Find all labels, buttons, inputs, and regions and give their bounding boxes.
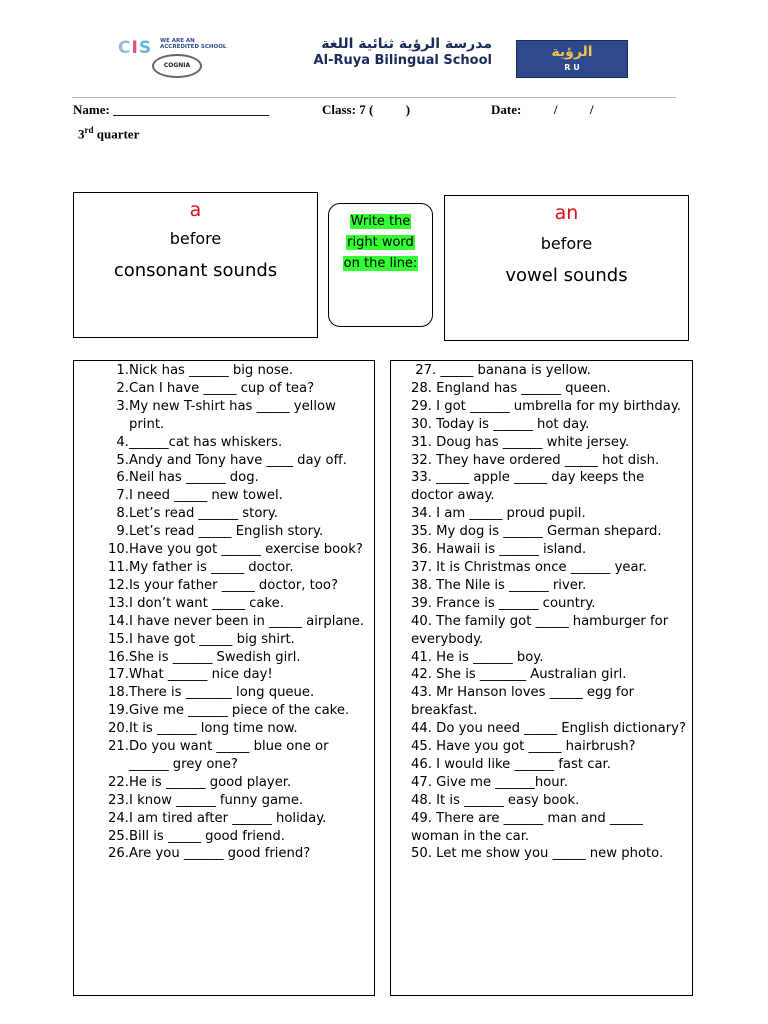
- question-37[interactable]: 37. It is Christmas once ______ year.: [411, 559, 647, 575]
- question-32[interactable]: 32. They have ordered _____ hot dish.: [411, 452, 660, 468]
- rule-box-an: [444, 195, 689, 341]
- question-19[interactable]: 19. Give me ______ piece of the cake.: [108, 703, 350, 719]
- question-29[interactable]: 29. I got ______ umbrella for my birthday.: [411, 398, 681, 414]
- question-9[interactable]: 9. Let’s read _____ English story.: [116, 524, 324, 540]
- date-field[interactable]: Date: / /: [491, 102, 594, 117]
- question-42[interactable]: 42. She is _______ Australian girl.: [411, 667, 627, 683]
- cis-logo: CIS: [118, 38, 153, 58]
- consonant-sounds-label: consonant sounds: [113, 260, 278, 281]
- question-6[interactable]: 6. Neil has ______ dog.: [116, 470, 259, 486]
- question-3[interactable]: 3. My new T-shirt has _____ yellow print.: [116, 398, 336, 432]
- letter-an: an: [554, 202, 579, 224]
- quarter-label: 3rd quarter: [78, 125, 140, 142]
- question-34[interactable]: 34. I am _____ proud pupil.: [411, 506, 586, 522]
- question-38[interactable]: 38. The Nile is ______ river.: [411, 577, 587, 593]
- question-12[interactable]: 12. Is your father _____ doctor, too?: [108, 577, 338, 593]
- class-field[interactable]: Class: 7 ( ): [322, 102, 411, 117]
- question-14[interactable]: 14. I have never been in _____ airplane.: [108, 613, 365, 629]
- question-49[interactable]: 49. There are ______ man and _____ woman in the car.: [411, 810, 643, 844]
- question-18[interactable]: 18. There is _______ long queue.: [108, 685, 315, 701]
- instruction-text: Write the right word on the line:: [343, 214, 418, 271]
- question-50[interactable]: 50. Let me show you _____ new photo.: [411, 846, 664, 862]
- question-25[interactable]: 25. Bill is _____ good friend.: [108, 828, 285, 844]
- school-name-english: Al-Ruya Bilingual School: [313, 53, 492, 68]
- name-field[interactable]: Name: ________________________: [73, 102, 270, 117]
- question-2[interactable]: 2. Can I have _____ cup of tea?: [116, 380, 315, 396]
- vowel-sounds-label: vowel sounds: [505, 265, 628, 286]
- question-15[interactable]: 15. I have got _____ big shirt.: [108, 631, 295, 647]
- questions-right-list: [411, 362, 689, 863]
- question-27[interactable]: 27. _____ banana is yellow.: [411, 363, 591, 378]
- question-40[interactable]: 40. The family got _____ hamburger for everybody.: [411, 613, 669, 647]
- rule-box-a: [73, 192, 318, 338]
- question-10[interactable]: 10. Have you got ______ exercise book?: [108, 542, 363, 558]
- question-48[interactable]: 48. It is ______ easy book.: [411, 792, 580, 808]
- before-label: before: [169, 229, 222, 248]
- question-13[interactable]: 13. I don’t want _____ cake.: [108, 595, 284, 611]
- question-16[interactable]: 16. She is ______ Swedish girl.: [108, 649, 301, 665]
- question-21[interactable]: 21. Do you want _____ blue one or ______ grey one?: [108, 739, 329, 772]
- question-47[interactable]: 47. Give me ______hour.: [411, 774, 569, 790]
- header-divider: [72, 97, 676, 98]
- question-44[interactable]: 44. Do you need _____ English dictionary?: [411, 721, 686, 737]
- question-24[interactable]: 24. I am tired after ______ holiday.: [108, 810, 327, 826]
- before-label: before: [540, 234, 593, 253]
- letter-a: a: [189, 199, 202, 221]
- question-1[interactable]: 1. Nick has ______ big nose.: [116, 363, 294, 378]
- question-26[interactable]: 26. Are you ______ good friend?: [108, 846, 311, 862]
- instruction-box: [328, 203, 433, 327]
- question-31[interactable]: 31. Doug has ______ white jersey.: [411, 434, 630, 450]
- question-23[interactable]: 23. I know ______ funny game.: [108, 792, 304, 808]
- question-20[interactable]: 20. It is ______ long time now.: [108, 721, 298, 737]
- question-41[interactable]: 41. He is ______ boy.: [411, 649, 544, 665]
- question-5[interactable]: 5. Andy and Tony have ____ day off.: [116, 452, 347, 468]
- question-36[interactable]: 36. Hawaii is ______ island.: [411, 542, 587, 558]
- cognia-seal: COGNIA: [152, 54, 202, 78]
- question-33[interactable]: 33. _____ apple _____ day keeps the doctor away.: [411, 470, 645, 504]
- question-11[interactable]: 11. My father is _____ doctor.: [108, 559, 294, 575]
- questions-left-list: [99, 362, 369, 863]
- school-name-arabic: مدرسة الرؤية ثنائية اللغة: [321, 36, 492, 52]
- question-7[interactable]: 7. I need _____ new towel.: [116, 488, 283, 504]
- question-8[interactable]: 8. Let’s read ______ story.: [116, 506, 278, 522]
- question-43[interactable]: 43. Mr Hanson loves _____ egg for breakfast.: [411, 685, 635, 719]
- question-45[interactable]: 45. Have you got _____ hairbrush?: [411, 739, 636, 755]
- question-35[interactable]: 35. My dog is ______ German shepard.: [411, 524, 662, 540]
- question-46[interactable]: 46. I would like ______ fast car.: [411, 756, 611, 772]
- question-4[interactable]: 4. ______cat has whiskers.: [116, 434, 283, 450]
- question-22[interactable]: 22. He is ______ good player.: [108, 774, 292, 790]
- question-28[interactable]: 28. England has ______ queen.: [411, 380, 611, 396]
- question-39[interactable]: 39. France is ______ country.: [411, 595, 596, 611]
- school-logo: الرؤية R U: [516, 40, 628, 78]
- accreditation-text: WE ARE AN ACCREDITED SCHOOL: [160, 38, 227, 50]
- question-30[interactable]: 30. Today is ______ hot day.: [411, 416, 590, 432]
- question-17[interactable]: 17. What ______ nice day!: [108, 667, 273, 683]
